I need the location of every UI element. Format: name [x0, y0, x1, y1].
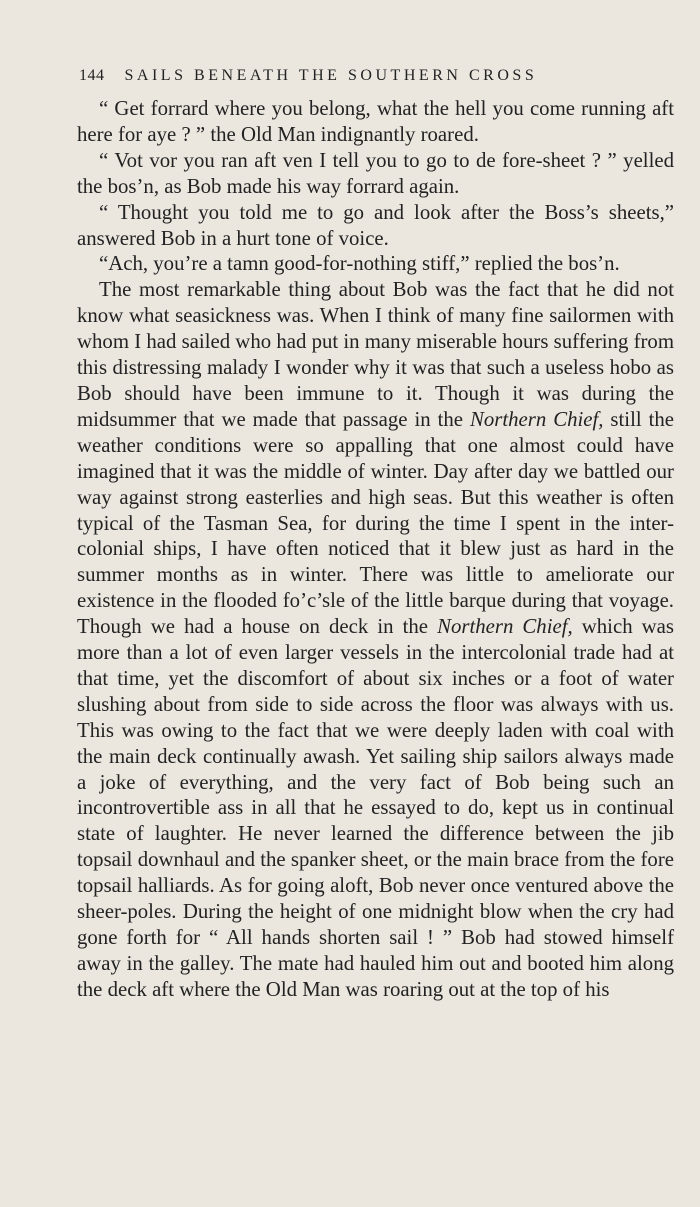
paragraph: “ Get forrard where you belong, what the hell you come running aft here for aye ? ” the Old Man indignantly roared. [77, 97, 674, 146]
paragraph [77, 277, 674, 1002]
paragraph: “ Thought you told me to go and look after the Boss’s sheets,” answered Bob in a hurt tone of voice. [77, 200, 674, 250]
paragraph-text: which was more than a lot of even larger vessels in the intercolonial trade had at that time, yet the discomfort of about six inches or a foot of water slushing about from side to side across the floor was always with us. This was owing to the fact that we were deeply laden with coal with the main deck continually awash. Yet sailing ship sailors always made a joke of everything, and the very fact of Bob being such an incontrovertible ass in all that he essayed to do, kept us in continual state of laughter. He never learned the difference between the jib topsail downhaul and the spanker sheet, or the main brace from the fore topsail halliards. As for going aloft, Bob never once ventured above the sheer-poles. During the height of one midnight blow when the cry had gone forth for “ All hands shorten sail ! ” Bob had stowed himself away in the galley. The mate had hauled him out and booted him along the deck aft where the Old Man was roaring out at the top of his [77, 615, 675, 1001]
running-header [79, 66, 645, 86]
running-title: SAILS BENEATH THE SOUTHERN CROSS [124, 67, 538, 84]
paragraph: “Ach, you’re a tamn good-for-nothing stiff,” replied the bos’n. [99, 252, 620, 276]
page-number: 144 [79, 67, 105, 84]
paragraph-text: The most remarkable thing about Bob was the fact that he did not know what seasickness was. When I think of many fine sailormen with whom I had sailed who had put in many miserable hours suffering from this distressing malady I wonder why it was that such a useless hobo as Bob should have been immune to it. Though it was during the midsummer that we made that passage in the [77, 278, 674, 431]
ship-name-italic: Northern Chief, [437, 615, 573, 639]
ship-name-italic: Northern Chief, [469, 407, 604, 431]
paragraph: “ Vot vor you ran aft ven I tell you to go to de fore-sheet ? ” yelled the bos’n, as Bob made his way forrard again. [77, 148, 674, 198]
body-text [77, 96, 674, 1003]
paragraph-text: still the weather conditions were so appalling that one almost could have imagined that it was the middle of winter. Day after day we battled our way against strong easterlies and high seas. But this weather is often typical of the Tasman Sea, for during the time I spent in the inter-colonial ships, I have often noticed that it blew just as hard in the summer months as in winter. There was little to ameliorate our existence in the flooded fo’c’sle of the little barque during that voyage. Though we had a house on deck in the [77, 407, 674, 639]
